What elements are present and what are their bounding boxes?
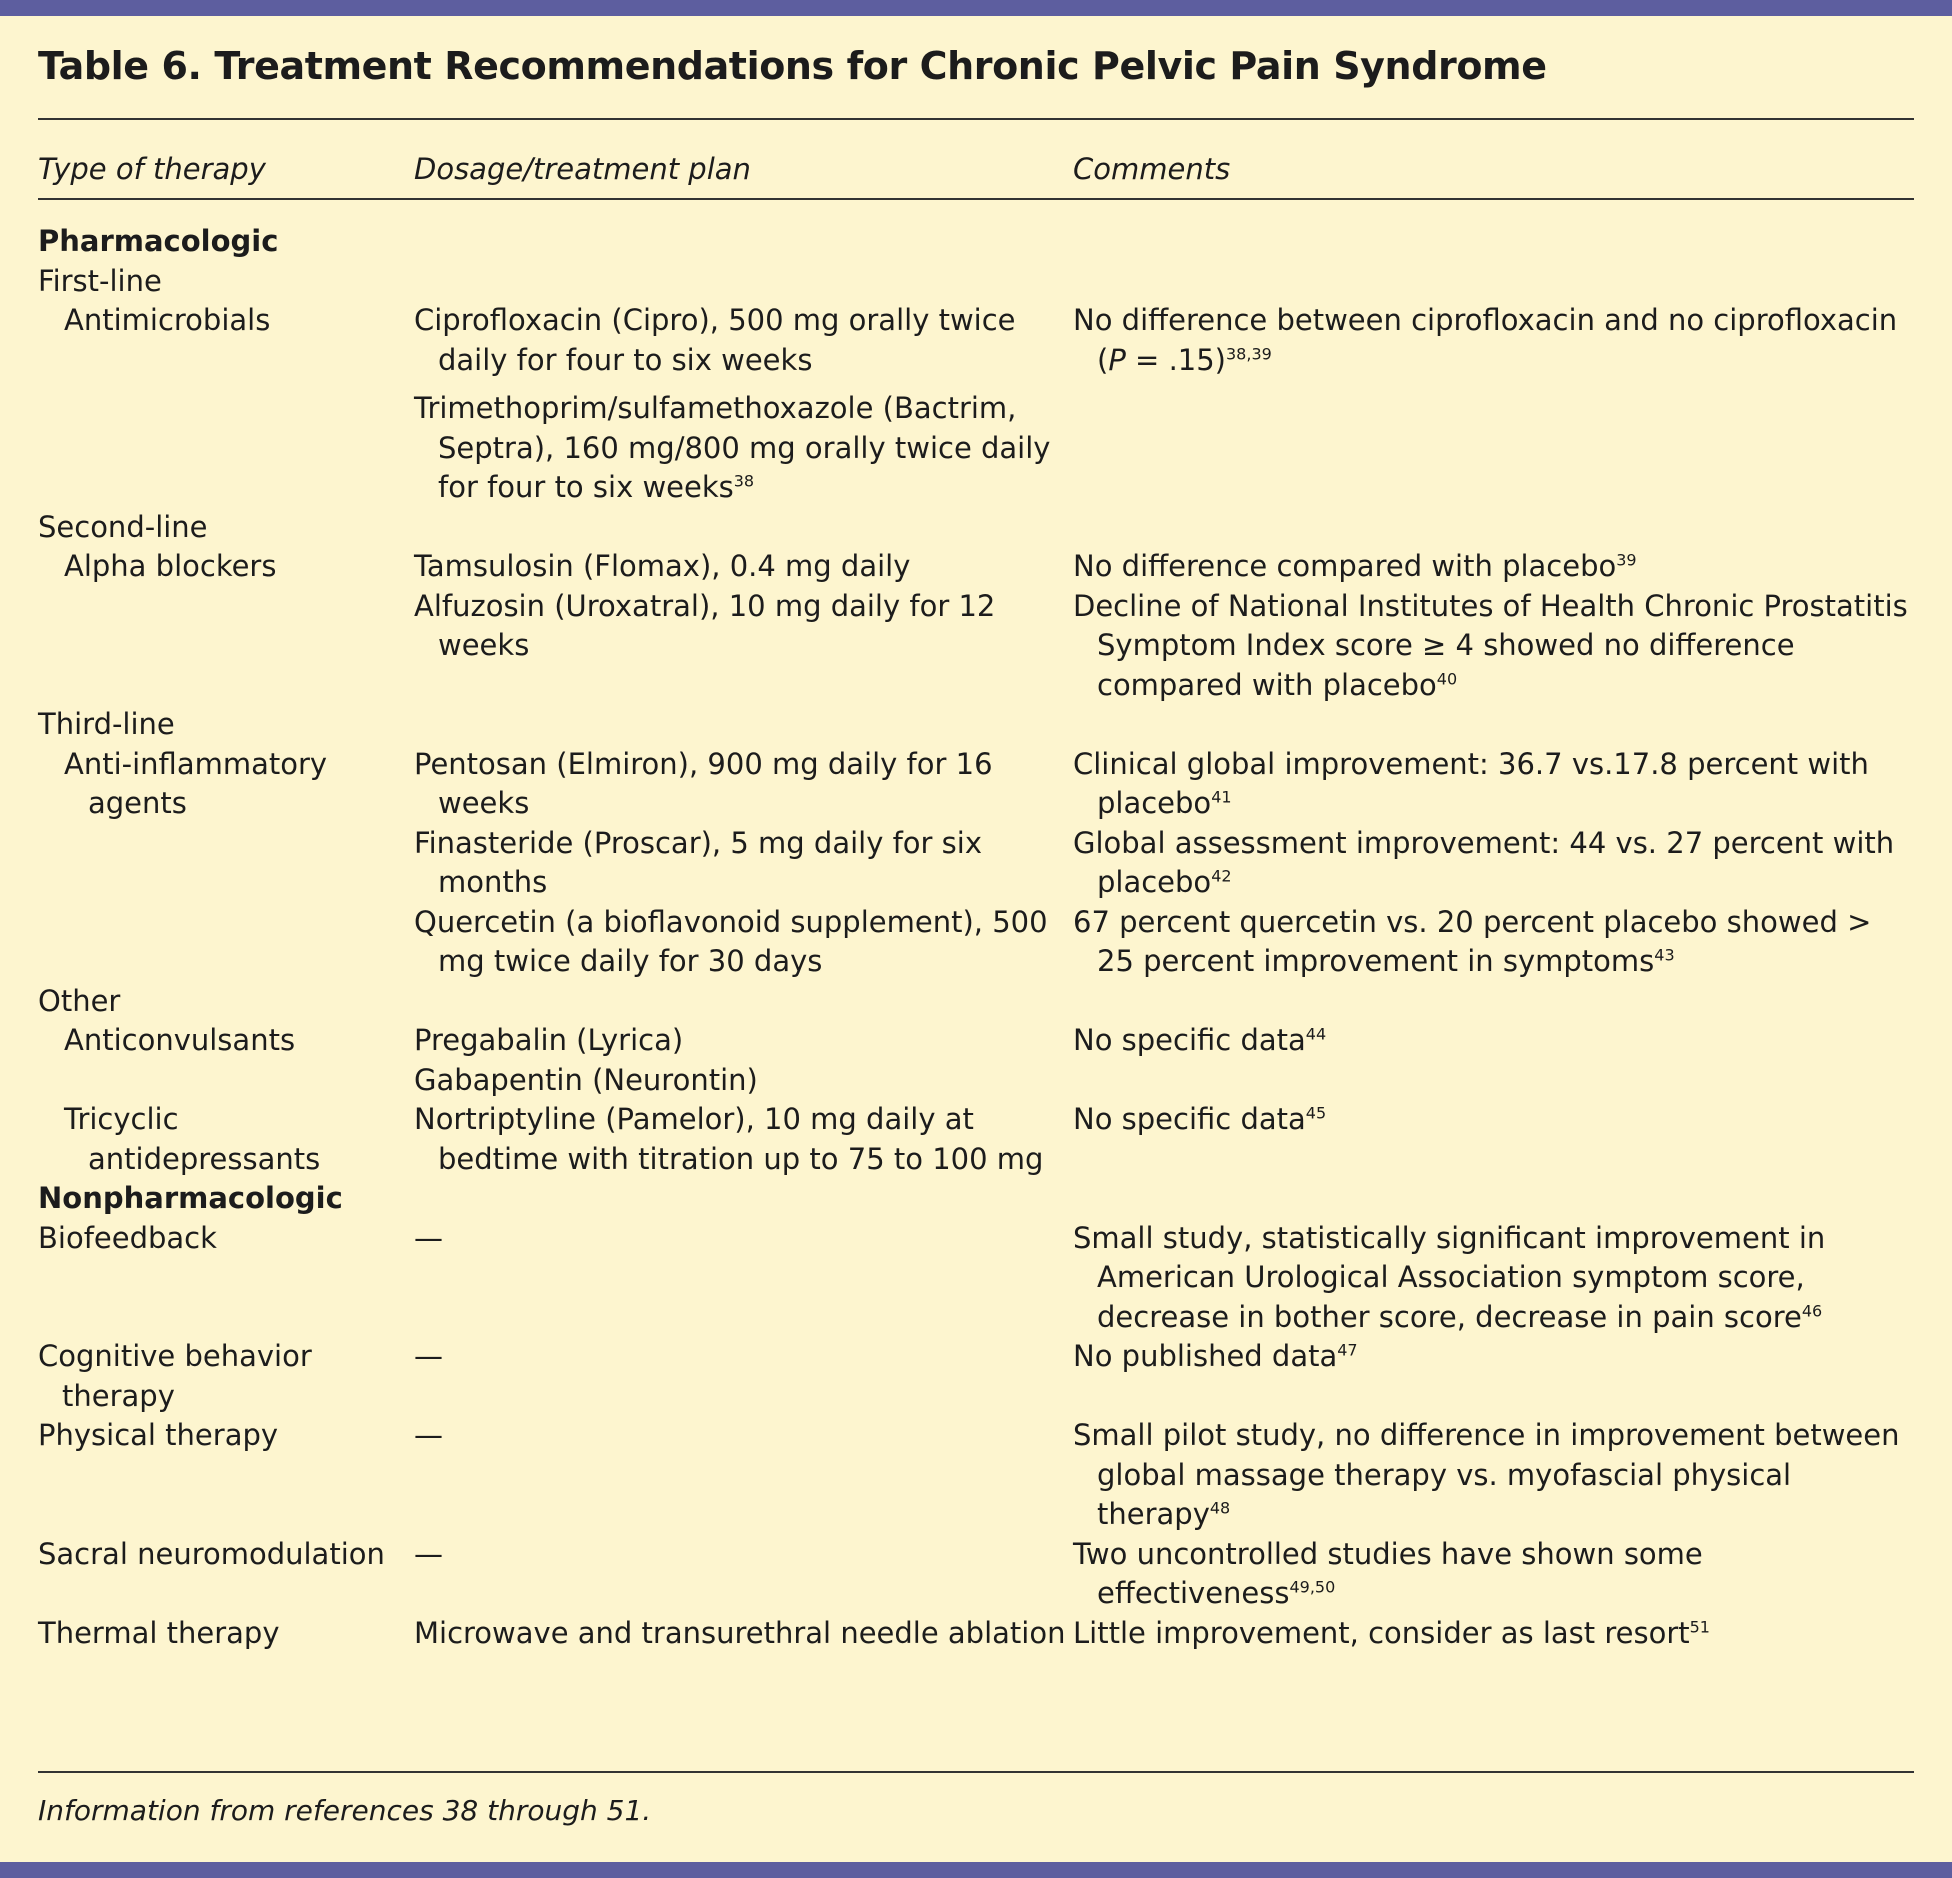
bottom-color-band [0,1862,1952,1878]
therapy-biofeedback: Biofeedback [38,1220,217,1255]
table-row [38,547,1914,587]
comment-cell: Small pilot study, no difference in improvement between global massage therapy vs. myofascial physical therapy$^{48}$ [1073,1418,1900,1531]
therapy-antimicrobials: Antimicrobials [64,303,271,337]
comment-cell: No difference compared with placebo$^{39}$ [1073,549,1637,583]
comment-cell: 67 percent quercetin vs. 20 percent placebo showed > 25 percent improvement in symptoms$^{43}$ [1073,904,1872,978]
header-type-of-therapy: Type of therapy [38,152,266,186]
subsection-second-line: Second-line [38,509,208,544]
header-dosage: Dosage/treatment plan [414,152,751,186]
therapy-tricyclic: Tricyclic antidepressants [64,1102,321,1176]
comment-cell: Decline of National Institutes of Health Chronic Prostatitis Symptom Index score ≥ 4 showed no difference compared with placebo$^{40}$ [1073,588,1908,702]
table-row [38,1021,1914,1061]
comment-cell: No specific data$^{45}$ [1073,1102,1327,1136]
table-row [38,982,1914,1022]
reference-superscript: 42 [1211,866,1232,886]
comment-cell: Global assessment improvement: 44 vs. 27 percent with placebo$^{42}$ [1073,825,1895,899]
header-rule [38,198,1914,200]
dosage-cell: Gabapentin (Neurontin) [414,1062,758,1097]
therapy-sacral-neuromodulation: Sacral neuromodulation [38,1536,385,1571]
comment-cell: Clinical global improvement: 36.7 vs.17.8 percent with placebo$^{41}$ [1073,746,1869,820]
dosage-cell: — [414,1220,443,1255]
dosage-cell: Quercetin (a bioflavonoid supplement), 500 mg twice daily for 30 days [414,904,1048,978]
subsection-other: Other [38,983,121,1018]
table-row [38,1416,1914,1535]
dosage-cell: Microwave and transurethral needle ablation [414,1615,1066,1650]
table-row [38,1535,1914,1614]
dosage-cell: Ciprofloxacin (Cipro), 500 mg orally twice daily for four to six weeks [414,303,1016,377]
dosage-cell: — [414,1339,443,1373]
reference-superscript: 47 [1337,1340,1358,1360]
reference-superscript: 40 [1436,668,1458,688]
section-pharmacologic: Pharmacologic [38,224,279,258]
comment-cell: Little improvement, consider as last resort$^{51}$ [1073,1615,1710,1650]
treatment-table [38,222,1914,1653]
table-row [38,587,1914,706]
table-row [38,1179,1914,1219]
dosage-cell: Pregabalin (Lyrica) [414,1023,684,1057]
table-row [38,745,1914,824]
comment-cell: Two uncontrolled studies have shown some effectiveness$^{49,50}$ [1073,1536,1703,1610]
table-row [38,262,1914,302]
table-row [38,389,1914,508]
reference-superscript: 41 [1211,787,1232,807]
therapy-anti-inflammatory: Anti-inflammatory agents [64,746,328,820]
table-row [38,222,1914,262]
comment-cell: No difference between ciprofloxacin and no ciprofloxacin (P = .15)$^{38,39}$ [1073,303,1898,377]
therapy-physical: Physical therapy [38,1418,279,1452]
table-row [38,903,1914,982]
table-row [38,1100,1914,1179]
bottom-rule [38,1771,1914,1773]
reference-superscript: 39 [1616,550,1637,570]
comment-cell: Small study, statistically significant improvement in American Urological Association symptom score, decrease in bother score, decrease in pain score$^{46}$ [1073,1220,1826,1334]
table-row [38,1061,1914,1101]
reference-superscript: 38,39 [1226,343,1272,363]
reference-superscript: 43 [1654,945,1675,965]
table-row [38,508,1914,548]
reference-superscript: 45 [1305,1103,1327,1123]
reference-superscript: 44 [1305,1024,1327,1044]
section-nonpharmacologic: Nonpharmacologic [38,1181,343,1215]
table-row [38,705,1914,745]
table-row [38,824,1914,903]
title-rule [38,118,1914,120]
table-title: Table 6. Treatment Recommendations for Chronic Pelvic Pain Syndrome [38,44,1547,88]
table-row [38,1337,1914,1416]
dosage-cell: Pentosan (Elmiron), 900 mg daily for 16 weeks [414,746,993,820]
reference-superscript: 48 [1209,1498,1231,1518]
subsection-first-line: First-line [38,263,162,298]
table-row [38,301,1914,389]
top-color-band [0,0,1952,16]
subsection-third-line: Third-line [38,707,175,741]
dosage-cell: Alfuzosin (Uroxatral), 10 mg daily for 12 weeks [414,588,996,662]
reference-superscript: 38 [733,471,755,491]
source-footnote: Information from references 38 through 51. [38,1794,652,1827]
dosage-cell: Trimethoprim/sulfamethoxazole (Bactrim, Septra), 160 mg/800 mg orally twice daily for four to six weeks$^{38}$ [414,391,1051,504]
therapy-thermal: Thermal therapy [38,1615,280,1650]
comment-cell: No published data$^{47}$ [1073,1339,1358,1373]
therapy-cognitive-behavior: Cognitive behavior therapy [38,1339,312,1413]
comment-cell: No specific data$^{44}$ [1073,1023,1327,1057]
therapy-anticonvulsants: Anticonvulsants [64,1023,296,1057]
dosage-cell: — [414,1418,443,1452]
dosage-cell: Nortriptyline (Pamelor), 10 mg daily at bedtime with titration up to 75 to 100 mg [414,1102,1044,1176]
table-body [38,222,1914,1653]
dosage-cell: — [414,1536,443,1571]
reference-superscript: 46 [1801,1300,1823,1320]
table-row [38,1614,1914,1654]
therapy-alpha-blockers: Alpha blockers [64,549,277,583]
dosage-cell: Finasteride (Proscar), 5 mg daily for six months [414,825,983,899]
header-comments: Comments [1073,152,1231,186]
reference-superscript: 51 [1689,1616,1710,1636]
dosage-cell: Tamsulosin (Flomax), 0.4 mg daily [414,549,911,583]
reference-superscript: 49,50 [1289,1577,1336,1597]
table-row [38,1219,1914,1338]
